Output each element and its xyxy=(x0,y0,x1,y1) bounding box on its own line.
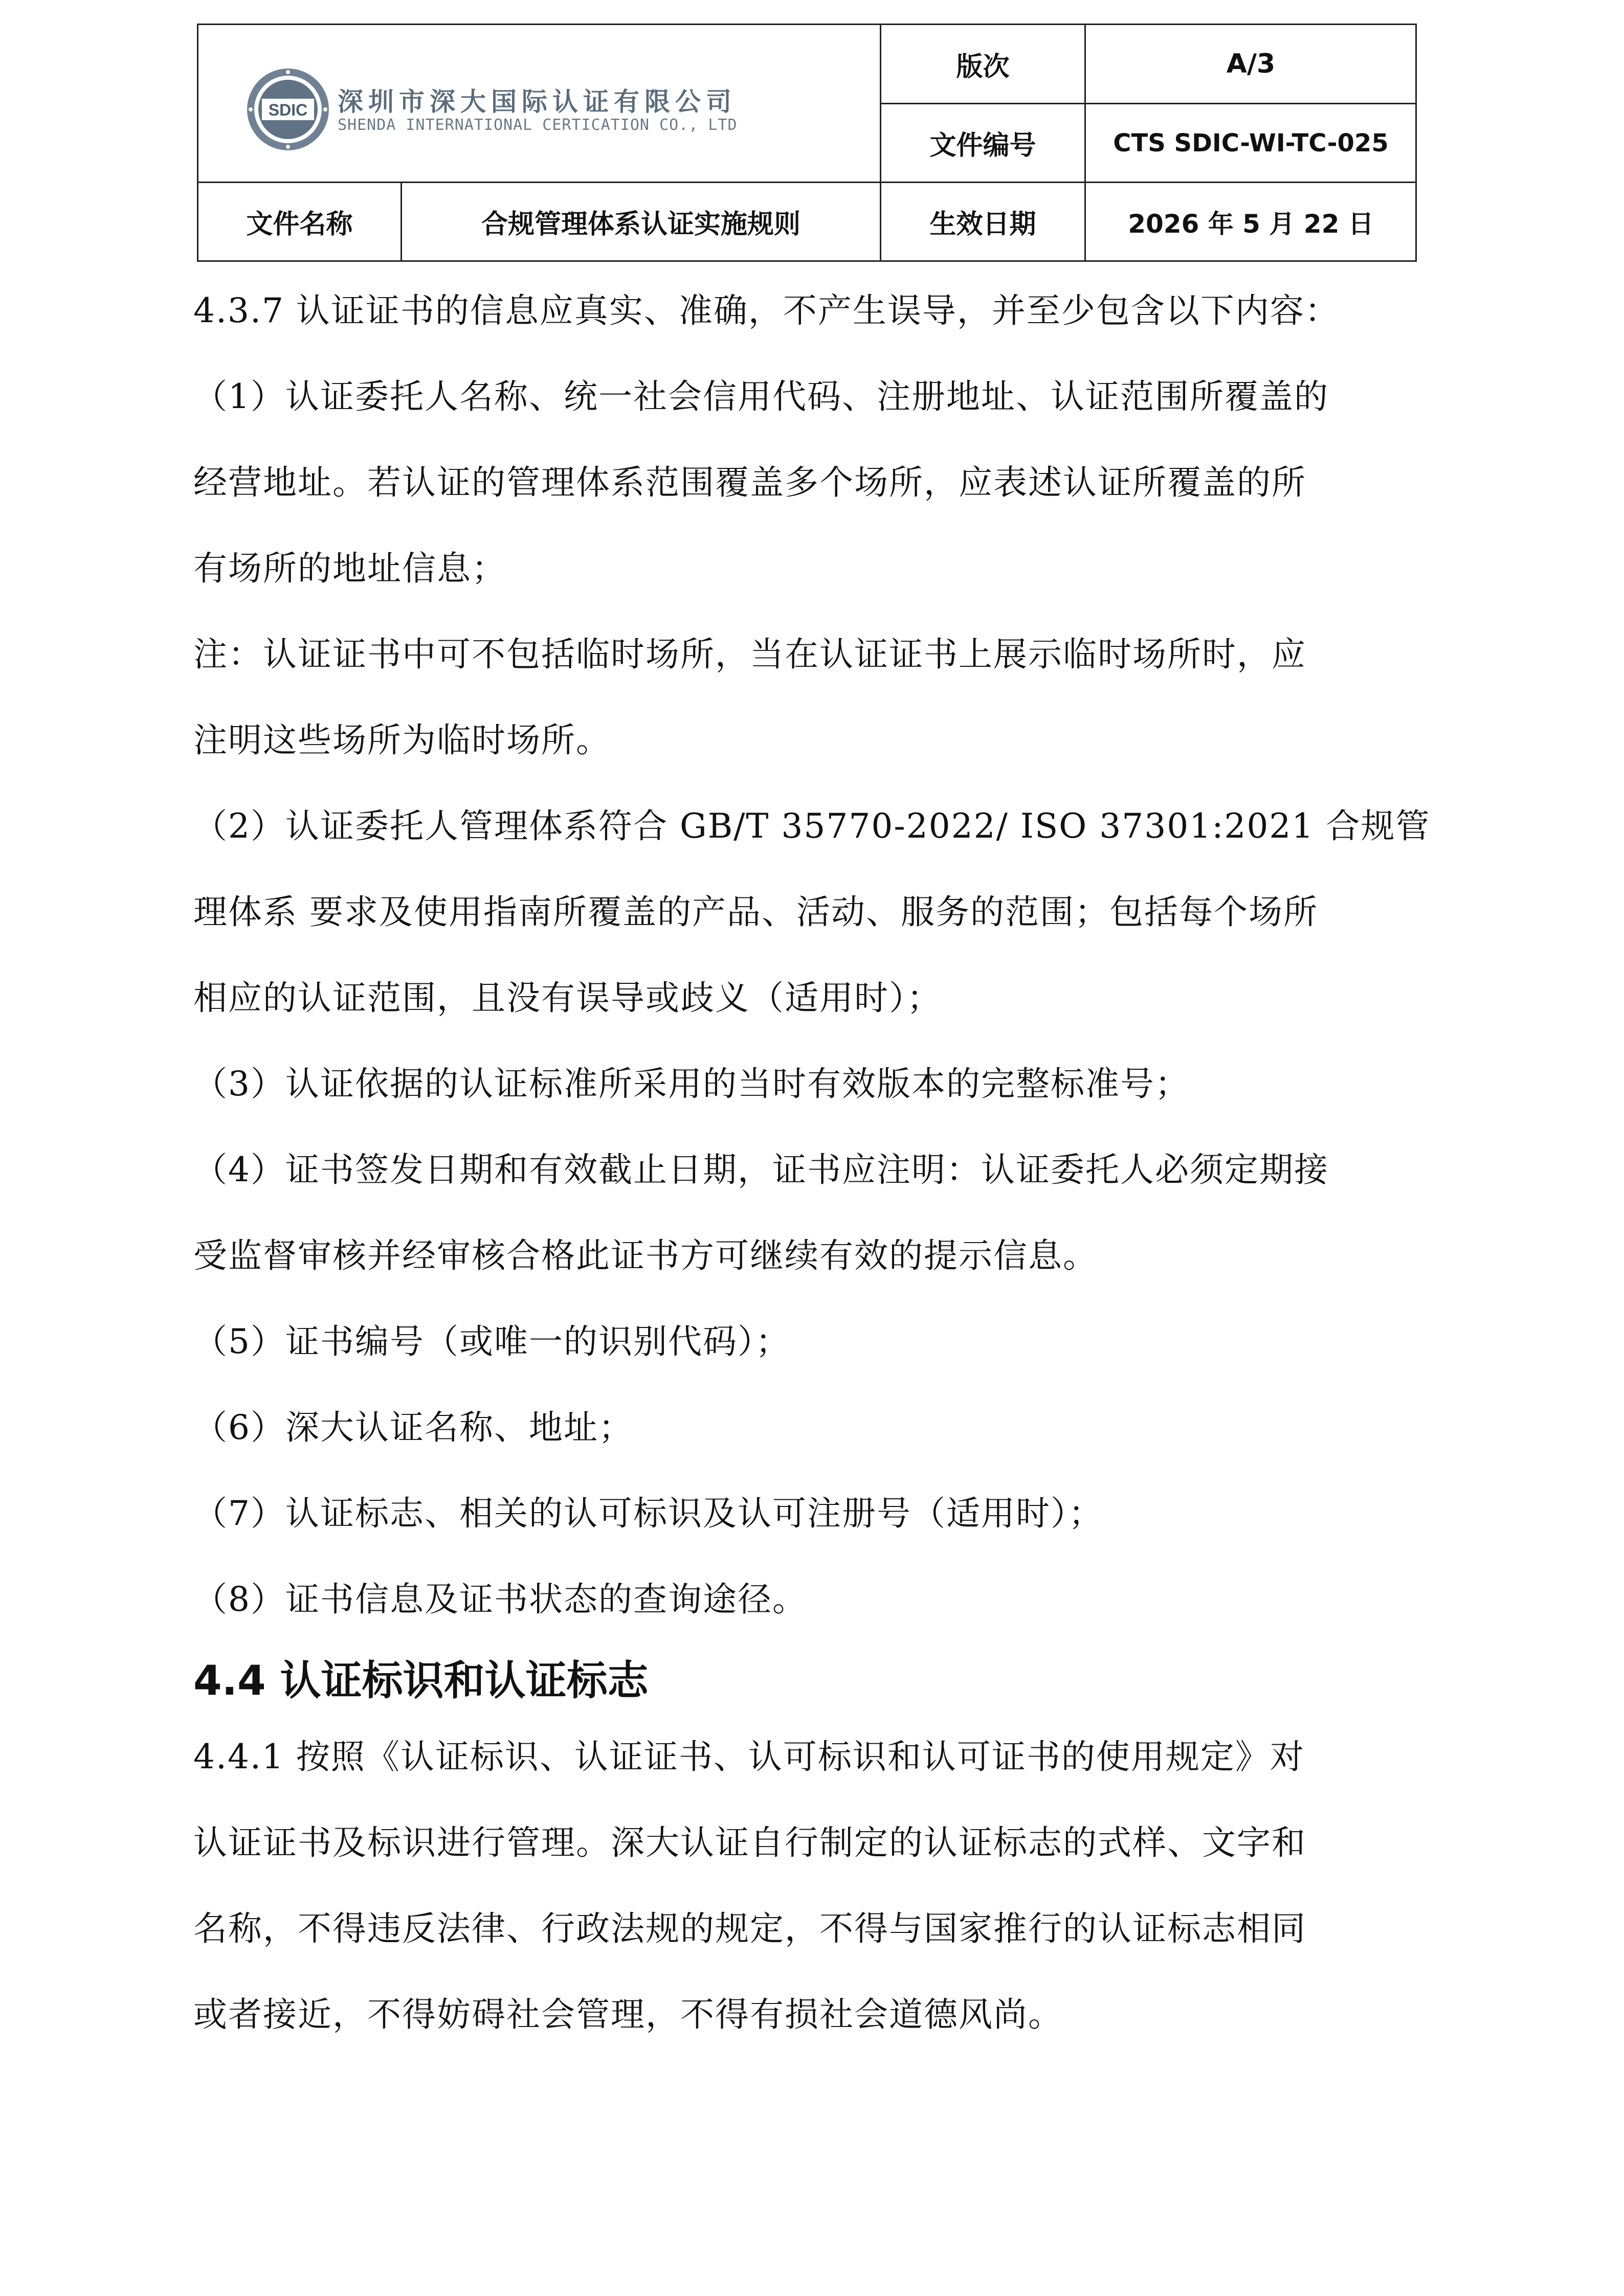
text-line: 认证证书及标识进行管理。深大认证自行制定的认证标志的式样、文字和 xyxy=(193,1823,1306,1862)
effective-date-value: 2026 年 5 月 22 日 xyxy=(1128,209,1374,239)
text-line: 经营地址。若认证的管理体系范围覆盖多个场所，应表述认证所覆盖的所 xyxy=(193,463,1306,502)
version-label: 版次 xyxy=(956,51,1010,82)
text-line: 或者接近，不得妨碍社会管理，不得有损社会道德风尚。 xyxy=(193,1995,1063,2034)
company-logo xyxy=(244,56,787,163)
text-line: 有场所的地址信息； xyxy=(193,549,506,588)
text-line: 理体系 要求及使用指南所覆盖的产品、活动、服务的范围；包括每个场所 xyxy=(193,892,1318,932)
body-section-4-3-7 xyxy=(193,268,1441,1642)
text-line: 相应的认证范围，且没有误导或歧义（适用时）； xyxy=(193,978,942,1018)
doc-name-label: 文件名称 xyxy=(246,209,353,240)
text-line: 4.4.1 按照《认证标识、认证证书、认可标识和认可证书的使用规定》对 xyxy=(193,1737,1305,1776)
text-line: 4.3.7 认证证书的信息应真实、准确，不产生误导，并至少包含以下内容： xyxy=(193,291,1340,330)
sdic-seal-icon xyxy=(244,66,331,153)
text-line: （8）证书信息及证书状态的查询途径。 xyxy=(193,1580,807,1619)
doc-name-value: 合规管理体系认证实施规则 xyxy=(481,209,800,240)
company-name-en: SHENDA INTERNATIONAL CERTICATION CO., LTD xyxy=(338,116,738,134)
doc-number-label: 文件编号 xyxy=(929,130,1036,161)
doc-number-value: CTS SDIC-WI-TC-025 xyxy=(1113,128,1389,157)
effective-date-label: 生效日期 xyxy=(929,209,1036,240)
body-section-4-4-1 xyxy=(193,1714,1441,2058)
text-line: （6）深大认证名称、地址； xyxy=(193,1408,633,1447)
text-line: （5）证书编号（或唯一的识别代码）； xyxy=(193,1322,790,1361)
text-line: 受监督审核并经审核合格此证书方可继续有效的提示信息。 xyxy=(193,1236,1098,1275)
text-line: 注：认证证书中可不包括临时场所，当在认证证书上展示临时场所时，应 xyxy=(193,635,1306,674)
text-line: （7）认证标志、相关的认可标识及认可注册号（适用时）； xyxy=(193,1494,1103,1533)
text-line: （2）认证委托人管理体系符合 GB/T 35770-2022/ ISO 37301:2021 合规管 xyxy=(193,806,1431,846)
text-line: （4）证书签发日期和有效截止日期，证书应注明：认证委托人必须定期接 xyxy=(193,1150,1329,1189)
text-line: （3）认证依据的认证标准所采用的当时有效版本的完整标准号； xyxy=(193,1064,1190,1104)
text-line: （1）认证委托人名称、统一社会信用代码、注册地址、认证范围所覆盖的 xyxy=(193,377,1329,416)
text-line: 注明这些场所为临时场所。 xyxy=(193,721,611,760)
company-name-cn: 深圳市深大国际认证有限公司 xyxy=(338,86,737,117)
text-line: 名称，不得违反法律、行政法规的规定，不得与国家推行的认证标志相同 xyxy=(193,1909,1306,1948)
document-header-table xyxy=(197,24,1417,262)
section-heading-4-4: 4.4 认证标识和认证标志 xyxy=(193,1657,649,1704)
logo-mark-text: SDIC xyxy=(268,101,308,119)
version-value: A/3 xyxy=(1226,49,1276,79)
